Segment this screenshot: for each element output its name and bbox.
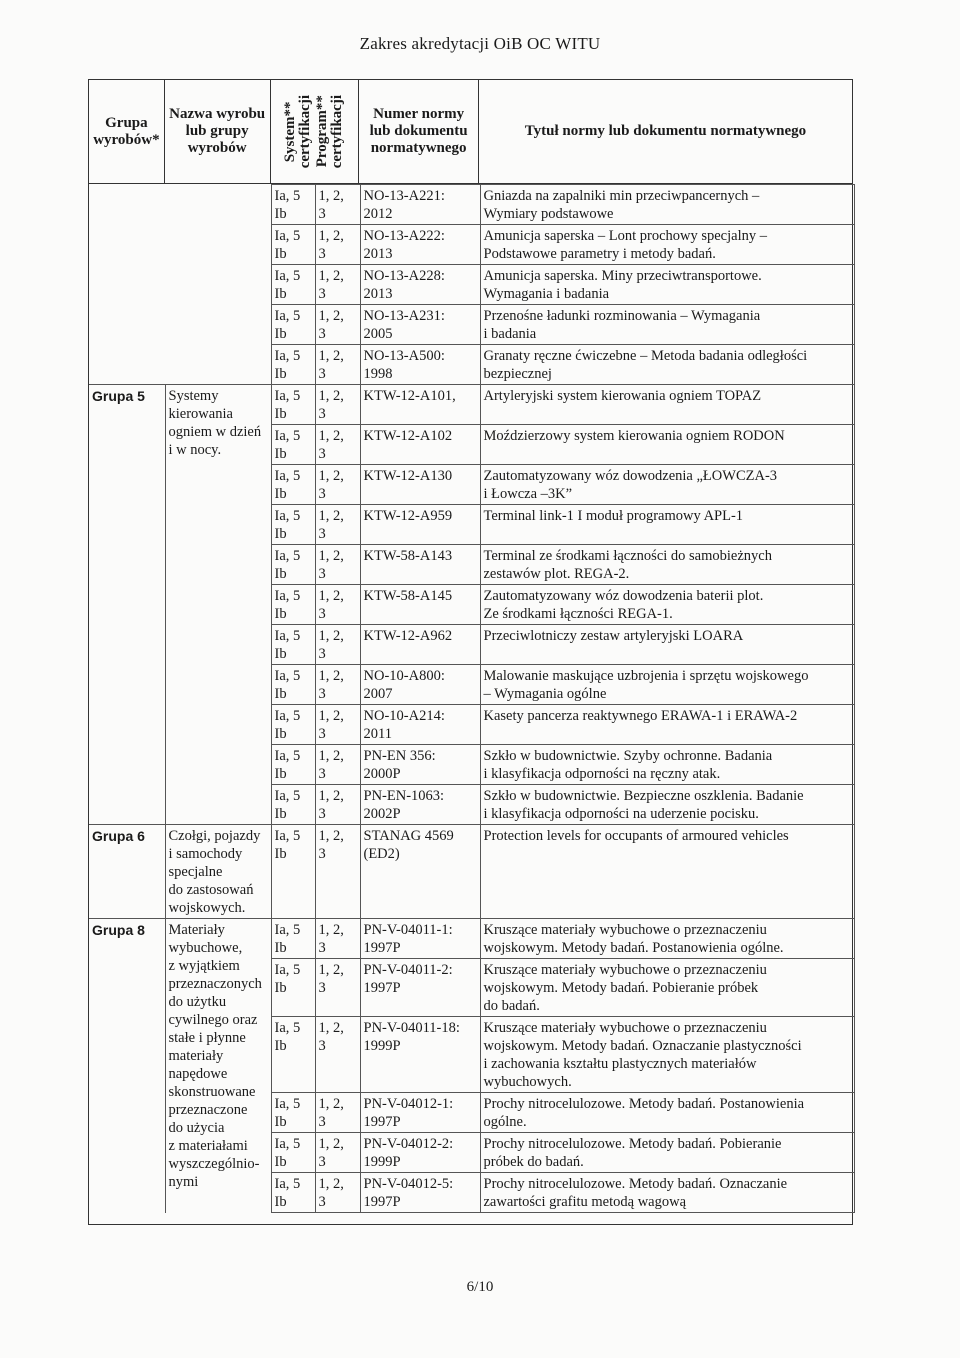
program-cell: 1, 2, 3: [315, 385, 360, 425]
group-label: Grupa 5: [89, 385, 165, 825]
norm-number-cell: PN-EN-1063: 2002P: [360, 785, 480, 825]
table-row: [89, 825, 854, 919]
group-product-name: [165, 825, 271, 919]
table-row: [89, 919, 854, 959]
norm-number-cell: NO-13-A228: 2013: [360, 265, 480, 305]
system-cell: Ia, 5 Ib: [271, 745, 315, 785]
program-cell: 1, 2, 3: [315, 919, 360, 959]
empty-group-cell: [89, 185, 165, 385]
program-cell: 1, 2, 3: [315, 265, 360, 305]
standards-table: [89, 184, 855, 1213]
system-cell: Ia, 5 Ib: [271, 305, 315, 345]
norm-title-cell: Kruszące materiały wybuchowe o przeznaczeniu wojskowym. Metody badań. Oznaczanie plastyczności i zachowania kształtu plastycznych materiałów wybuchowych.: [480, 1017, 854, 1093]
program-cell: 1, 2, 3: [315, 345, 360, 385]
norm-title-cell: Kruszące materiały wybuchowe o przeznaczeniu wojskowym. Metody badań. Postanowienia ogólne.: [480, 919, 854, 959]
program-cell: 1, 2, 3: [315, 225, 360, 265]
norm-number-cell: PN-V-04011-1: 1997P: [360, 919, 480, 959]
norm-title-cell: Kasety pancerza reaktywnego ERAWA-1 i ERAWA-2: [480, 705, 854, 745]
program-cell: 1, 2, 3: [315, 1133, 360, 1173]
norm-number-cell: NO-10-A214: 2011: [360, 705, 480, 745]
system-cell: Ia, 5 Ib: [271, 585, 315, 625]
system-cell: Ia, 5 Ib: [271, 959, 315, 1017]
norm-title-cell: Przenośne ładunki rozminowania – Wymagania i badania: [480, 305, 854, 345]
norm-number-cell: NO-13-A500: 1998: [360, 345, 480, 385]
norm-title-cell: Szkło w budownictwie. Szyby ochronne. Badania i klasyfikacja odporności na ręczny atak.: [480, 745, 854, 785]
program-cell: 1, 2, 3: [315, 745, 360, 785]
table-body: [88, 184, 853, 1225]
group-product-name-text: Systemy kierowania ogniem w dzień i w nocy.: [168, 388, 262, 458]
program-cell: 1, 2, 3: [315, 425, 360, 465]
system-cell: Ia, 5 Ib: [271, 385, 315, 425]
norm-number-cell: KTW-12-A962: [360, 625, 480, 665]
system-cell: Ia, 5 Ib: [271, 505, 315, 545]
norm-title-cell: Zautomatyzowany wóz dowodzenia „ŁOWCZA-3 i Łowcza –3K”: [480, 465, 854, 505]
system-cell: Ia, 5 Ib: [271, 1173, 315, 1213]
program-cell: 1, 2, 3: [315, 785, 360, 825]
norm-number-cell: PN-V-04012-1: 1997P: [360, 1093, 480, 1133]
page-number: 6/10: [466, 1279, 494, 1295]
table-row: [89, 385, 854, 425]
norm-title-cell: Przeciwlotniczy zestaw artyleryjski LOARA: [480, 625, 854, 665]
header-program: Program** certyfikacji: [314, 94, 346, 169]
norm-title-cell: Granaty ręczne ćwiczebne – Metoda badania odległości bezpiecznej: [480, 345, 854, 385]
system-cell: Ia, 5 Ib: [271, 825, 315, 919]
norm-title-cell: Prochy nitrocelulozowe. Metody badań. Postanowienia ogólne.: [480, 1093, 854, 1133]
program-cell: 1, 2, 3: [315, 465, 360, 505]
program-cell: 1, 2, 3: [315, 185, 360, 225]
group-product-name-text: Czołgi, pojazdy i samochody specjalne do zastosowań wojskowych.: [168, 828, 261, 916]
norm-number-cell: NO-13-A231: 2005: [360, 305, 480, 345]
norm-number-cell: KTW-12-A130: [360, 465, 480, 505]
norm-title-cell: Artyleryjski system kierowania ogniem TOPAZ: [480, 385, 854, 425]
program-cell: 1, 2, 3: [315, 1093, 360, 1133]
program-cell: 1, 2, 3: [315, 305, 360, 345]
system-cell: Ia, 5 Ib: [271, 425, 315, 465]
norm-number-cell: STANAG 4569 (ED2): [360, 825, 480, 919]
norm-number-cell: KTW-58-A143: [360, 545, 480, 585]
norm-number-cell: NO-13-A222: 2013: [360, 225, 480, 265]
program-cell: 1, 2, 3: [315, 585, 360, 625]
norm-number-cell: NO-10-A800: 2007: [360, 665, 480, 705]
group-product-name-text: Materiały wybuchowe, z wyjątkiem przeznaczonych do użytku cywilnego oraz stałe i płynne materiały napędowe skonstruowane przeznaczone do użycia z materiałami wyszczególnio- nymi: [168, 922, 262, 1190]
norm-title-cell: Protection levels for occupants of armoured vehicles: [480, 825, 854, 919]
program-cell: 1, 2, 3: [315, 665, 360, 705]
program-cell: 1, 2, 3: [315, 505, 360, 545]
norm-title-cell: Kruszące materiały wybuchowe o przeznaczeniu wojskowym. Metody badań. Pobieranie próbek do badań.: [480, 959, 854, 1017]
system-cell: Ia, 5 Ib: [271, 545, 315, 585]
system-cell: Ia, 5 Ib: [271, 465, 315, 505]
system-cell: Ia, 5 Ib: [271, 1017, 315, 1093]
system-cell: Ia, 5 Ib: [271, 665, 315, 705]
norm-number-cell: KTW-12-A959: [360, 505, 480, 545]
group-product-name: [165, 919, 271, 1213]
header-product: Nazwa wyrobu lub grupy wyrobów: [165, 80, 271, 183]
norm-number-cell: PN-V-04011-18: 1999P: [360, 1017, 480, 1093]
norm-title-cell: Malowanie maskujące uzbrojenia i sprzętu wojskowego – Wymagania ogólne: [480, 665, 854, 705]
norm-number-cell: KTW-58-A145: [360, 585, 480, 625]
group-product-name: [165, 385, 271, 825]
norm-number-cell: KTW-12-A102: [360, 425, 480, 465]
table-header: [88, 79, 853, 184]
system-cell: Ia, 5 Ib: [271, 265, 315, 305]
program-cell: 1, 2, 3: [315, 625, 360, 665]
header-group: Grupa wyrobów*: [89, 80, 165, 183]
system-cell: Ia, 5 Ib: [271, 1133, 315, 1173]
norm-number-cell: KTW-12-A101,: [360, 385, 480, 425]
norm-number-cell: NO-13-A221: 2012: [360, 185, 480, 225]
system-cell: Ia, 5 Ib: [271, 919, 315, 959]
program-cell: 1, 2, 3: [315, 1017, 360, 1093]
norm-title-cell: Szkło w budownictwie. Bezpieczne oszklenia. Badanie i klasyfikacja odporności na uderzenie pocisku.: [480, 785, 854, 825]
program-cell: 1, 2, 3: [315, 825, 360, 919]
norm-number-cell: PN-V-04012-2: 1999P: [360, 1133, 480, 1173]
norm-title-cell: Terminal ze środkami łączności do samobieżnych zestawów plot. REGA-2.: [480, 545, 854, 585]
program-cell: 1, 2, 3: [315, 959, 360, 1017]
header-system: System** certyfikacji: [282, 94, 314, 169]
system-cell: Ia, 5 Ib: [271, 705, 315, 745]
empty-product-cell: [165, 185, 271, 385]
norm-number-cell: PN-V-04012-5: 1997P: [360, 1173, 480, 1213]
system-cell: Ia, 5 Ib: [271, 785, 315, 825]
norm-title-cell: Amunicja saperska. Miny przeciwtransportowe. Wymagania i badania: [480, 265, 854, 305]
norm-number-cell: PN-V-04011-2: 1997P: [360, 959, 480, 1017]
norm-title-cell: Terminal link-1 I moduł programowy APL-1: [480, 505, 854, 545]
norm-title-cell: Zautomatyzowany wóz dowodzenia baterii plot. Ze środkami łączności REGA-1.: [480, 585, 854, 625]
program-cell: 1, 2, 3: [315, 705, 360, 745]
norm-number-cell: PN-EN 356: 2000P: [360, 745, 480, 785]
system-cell: Ia, 5 Ib: [271, 225, 315, 265]
group-label: Grupa 6: [89, 825, 165, 919]
norm-title-cell: Prochy nitrocelulozowe. Metody badań. Pobieranie próbek do badań.: [480, 1133, 854, 1173]
system-cell: Ia, 5 Ib: [271, 625, 315, 665]
system-cell: Ia, 5 Ib: [271, 185, 315, 225]
norm-title-cell: Moździerzowy system kierowania ogniem RODON: [480, 425, 854, 465]
norm-title-cell: Gniazda na zapalniki min przeciwpancernych – Wymiary podstawowe: [480, 185, 854, 225]
page-title: Zakres akredytacji OiB OC WITU: [359, 34, 601, 53]
header-title: Tytuł normy lub dokumentu normatywnego: [524, 123, 807, 139]
header-norm: Numer normy lub dokumentu normatywnego: [359, 80, 479, 183]
system-cell: Ia, 5 Ib: [271, 1093, 315, 1133]
group-label: Grupa 8: [89, 919, 165, 1213]
norm-title-cell: Amunicja saperska – Lont prochowy specjalny – Podstawowe parametry i metody badań.: [480, 225, 854, 265]
program-cell: 1, 2, 3: [315, 545, 360, 585]
header-system-program: [271, 80, 360, 183]
table-row: [89, 185, 854, 225]
program-cell: 1, 2, 3: [315, 1173, 360, 1213]
system-cell: Ia, 5 Ib: [271, 345, 315, 385]
norm-title-cell: Prochy nitrocelulozowe. Metody badań. Oznaczanie zawartości grafitu metodą wagową: [480, 1173, 854, 1213]
